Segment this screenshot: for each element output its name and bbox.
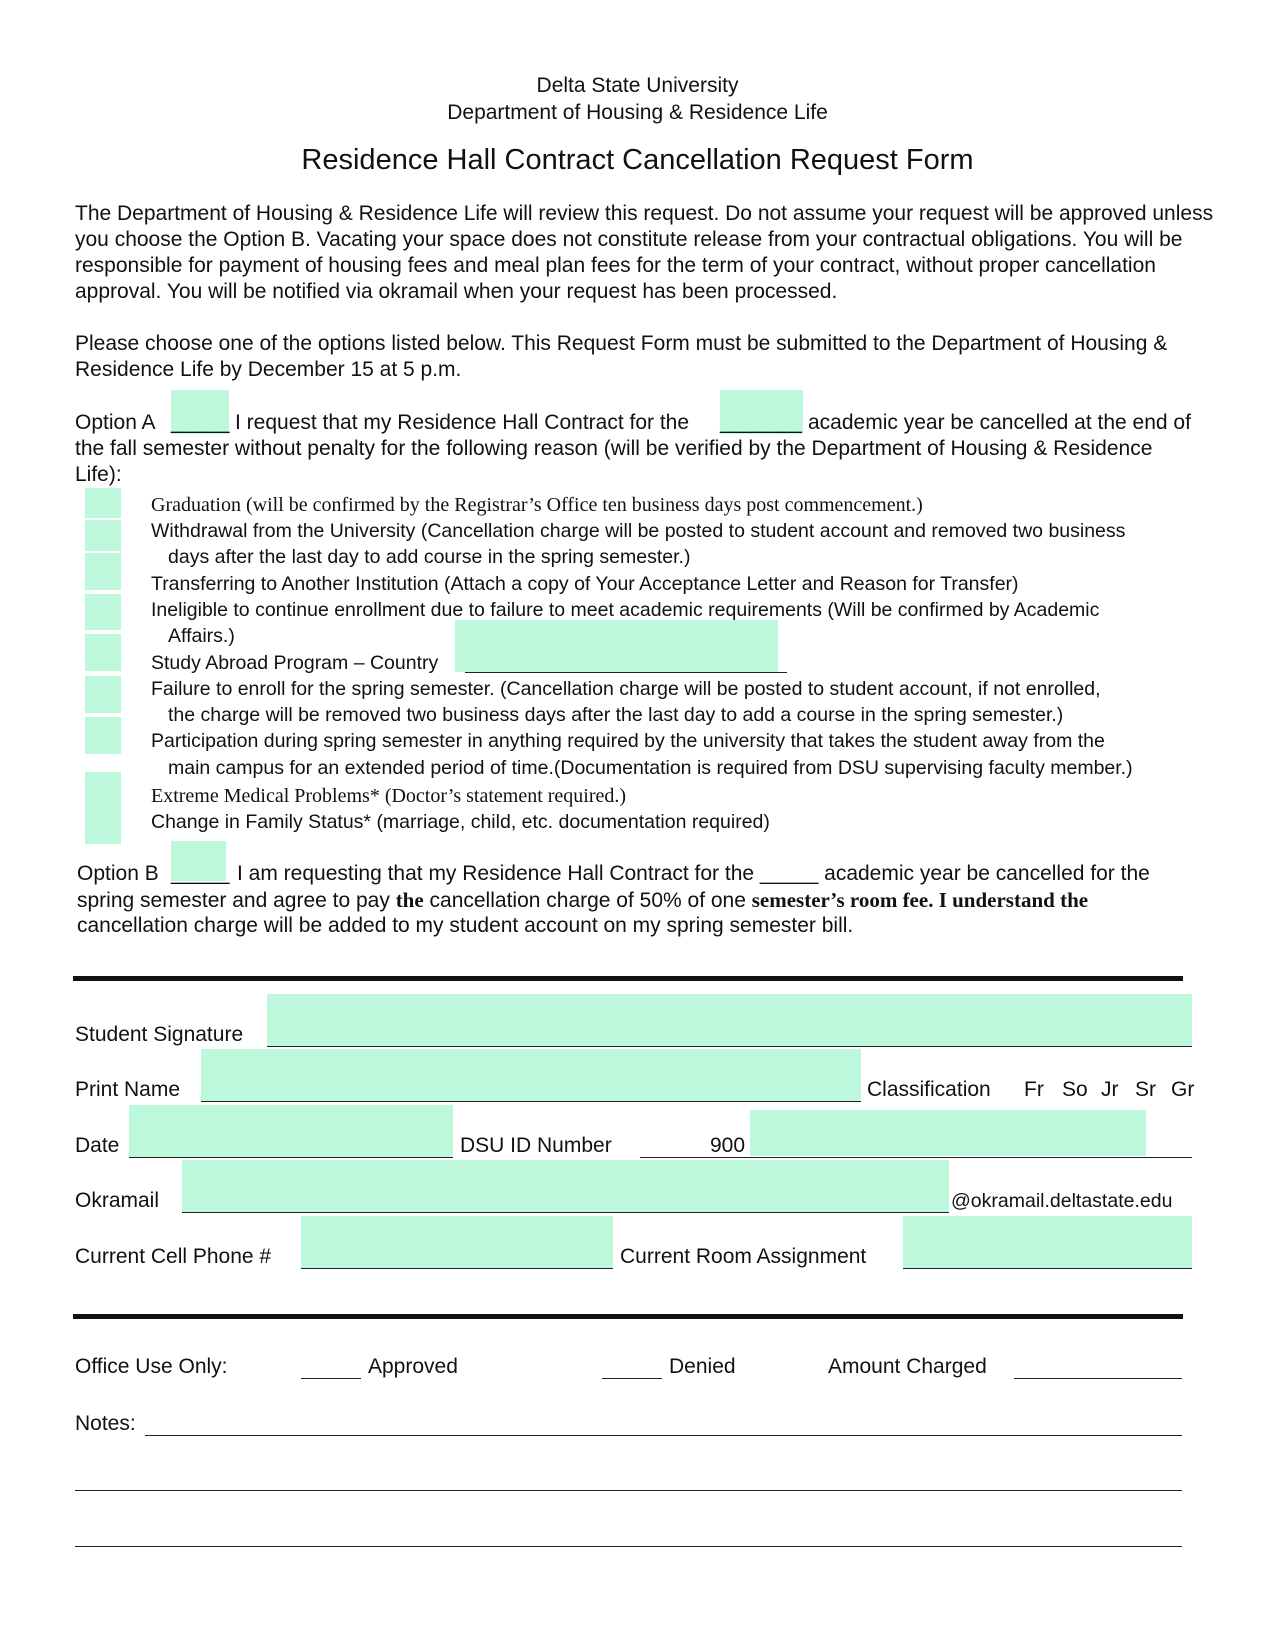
option-a-text: I request that my Residence Hall Contract for the [235, 411, 690, 434]
date-label: Date [75, 1134, 120, 1157]
okramail-line [182, 1212, 949, 1213]
department-name: Department of Housing & Residence Life [447, 101, 828, 124]
student-signature-line [267, 1046, 1192, 1047]
option-b-blank: _____ [171, 862, 230, 885]
classification-gr[interactable]: Gr [1171, 1078, 1195, 1101]
reason-withdrawal-cont: days after the last day to add course in the spring semester.) [168, 546, 691, 568]
room-assignment-line [903, 1268, 1192, 1269]
option-b-line2: spring semester and agree to pay the cancellation charge of 50% of one semester’s room fee. I understand the [77, 888, 1089, 912]
reason-family-status: Change in Family Status* (marriage, child, etc. documentation required) [151, 811, 770, 833]
notes-line-2 [75, 1490, 1182, 1491]
room-assignment-field[interactable] [903, 1216, 1192, 1268]
classification-jr[interactable]: Jr [1101, 1078, 1119, 1101]
print-name-line [201, 1101, 861, 1102]
option-a-year-blank: _______ [720, 411, 802, 434]
dsu-id-label: DSU ID Number [460, 1134, 612, 1157]
section-divider-top [73, 976, 1183, 981]
reason-checkbox-study-abroad[interactable] [85, 634, 121, 671]
option-a-line3: Life): [75, 463, 122, 486]
office-use-label: Office Use Only: [75, 1355, 228, 1378]
classification-so[interactable]: So [1062, 1078, 1088, 1101]
university-name: Delta State University [536, 74, 739, 97]
amount-charged-line [1014, 1378, 1182, 1379]
classification-fr[interactable]: Fr [1024, 1078, 1044, 1101]
student-signature-field[interactable] [267, 994, 1192, 1046]
reason-checkbox-graduation[interactable] [85, 488, 121, 518]
option-a-text-cont: academic year be cancelled at the end of [808, 411, 1191, 434]
print-name-label: Print Name [75, 1078, 181, 1101]
reason-graduation: Graduation (will be confirmed by the Registrar’s Office ten business days post commencement.) [151, 494, 923, 516]
dsu-id-field[interactable] [750, 1110, 1146, 1156]
reason-checkbox-ineligible[interactable] [85, 594, 121, 630]
classification-label: Classification [867, 1078, 991, 1101]
notes-line-1 [145, 1435, 1182, 1436]
section-divider-bottom [73, 1314, 1183, 1319]
notes-line-3 [75, 1546, 1182, 1547]
amount-charged-label: Amount Charged [828, 1355, 987, 1378]
option-a-blank: _____ [171, 411, 230, 434]
submission-paragraph: Please choose one of the options listed below. This Request Form must be submitted to the Department of Housing & Residence Life by December 15 at 5 p.m. [75, 332, 1168, 381]
reason-checkbox-medical-family[interactable] [85, 772, 121, 844]
denied-label: Denied [669, 1355, 736, 1378]
room-assignment-label: Current Room Assignment [620, 1245, 867, 1268]
study-abroad-country-field[interactable] [455, 620, 778, 672]
notes-label: Notes: [75, 1412, 136, 1435]
student-signature-label: Student Signature [75, 1023, 244, 1046]
form-title: Residence Hall Contract Cancellation Request Form [301, 144, 974, 176]
date-field[interactable] [129, 1105, 453, 1157]
study-abroad-country-line [465, 672, 787, 673]
reason-transfer: Transferring to Another Institution (Attach a copy of Your Acceptance Letter and Reason for Transfer) [151, 573, 1019, 595]
approved-label: Approved [368, 1355, 458, 1378]
approved-blank [301, 1378, 361, 1379]
reason-medical: Extreme Medical Problems* (Doctor’s statement required.) [151, 785, 627, 807]
option-b-label: Option B [77, 862, 159, 885]
reason-checkbox-transfer[interactable] [85, 553, 121, 590]
reason-checkbox-failure-enroll[interactable] [85, 676, 121, 713]
option-a-label: Option A [75, 411, 156, 434]
option-b-text: I am requesting that my Residence Hall Contract for the _____ academic year be cancelled for the [237, 862, 1150, 885]
cell-phone-field[interactable] [301, 1216, 613, 1268]
okramail-field[interactable] [182, 1160, 949, 1212]
print-name-field[interactable] [201, 1049, 861, 1101]
date-line [129, 1157, 453, 1158]
option-b-line3: cancellation charge will be added to my student account on my spring semester bill. [77, 914, 854, 937]
reason-withdrawal: Withdrawal from the University (Cancellation charge will be posted to student account and removed two business [151, 520, 1126, 542]
reason-failure-enroll-cont: the charge will be removed two business days after the last day to add a course in the spring semester.) [168, 704, 1064, 726]
cell-phone-line [301, 1268, 613, 1269]
cell-phone-label: Current Cell Phone # [75, 1245, 272, 1268]
denied-blank [602, 1378, 662, 1379]
reason-participation: Participation during spring semester in anything required by the university that takes the student away from the [151, 730, 1105, 752]
dsu-id-prefix: 900 [710, 1134, 746, 1157]
reason-ineligible-cont: Affairs.) [168, 625, 235, 647]
classification-sr[interactable]: Sr [1135, 1078, 1156, 1101]
reason-ineligible: Ineligible to continue enrollment due to failure to meet academic requirements (Will be confirmed by Academic [151, 599, 1100, 621]
option-a-line2: the fall semester without penalty for the following reason (will be verified by the Department of Housing & Residence [75, 437, 1153, 460]
okramail-label: Okramail [75, 1189, 160, 1212]
okramail-domain: @okramail.deltastate.edu [951, 1190, 1173, 1212]
intro-paragraph: The Department of Housing & Residence Life will review this request. Do not assume your request will be approved unless you choose the Option B. Vacating your space does not constitute release from your contractual obligations. You will be responsible for payment of housing fees and meal plan fees for the term of your contract, without proper cancellation approval. You will be notified via okramail when your request has been processed. [75, 202, 1214, 303]
reason-checkbox-withdrawal[interactable] [85, 520, 121, 551]
reason-checkbox-participation[interactable] [85, 717, 121, 754]
reason-study-abroad: Study Abroad Program – Country [151, 652, 439, 674]
reason-participation-cont: main campus for an extended period of time.(Documentation is required from DSU supervising faculty member.) [168, 757, 1133, 779]
reason-failure-enroll: Failure to enroll for the spring semester. (Cancellation charge will be posted to student account, if not enrolled, [151, 678, 1101, 700]
